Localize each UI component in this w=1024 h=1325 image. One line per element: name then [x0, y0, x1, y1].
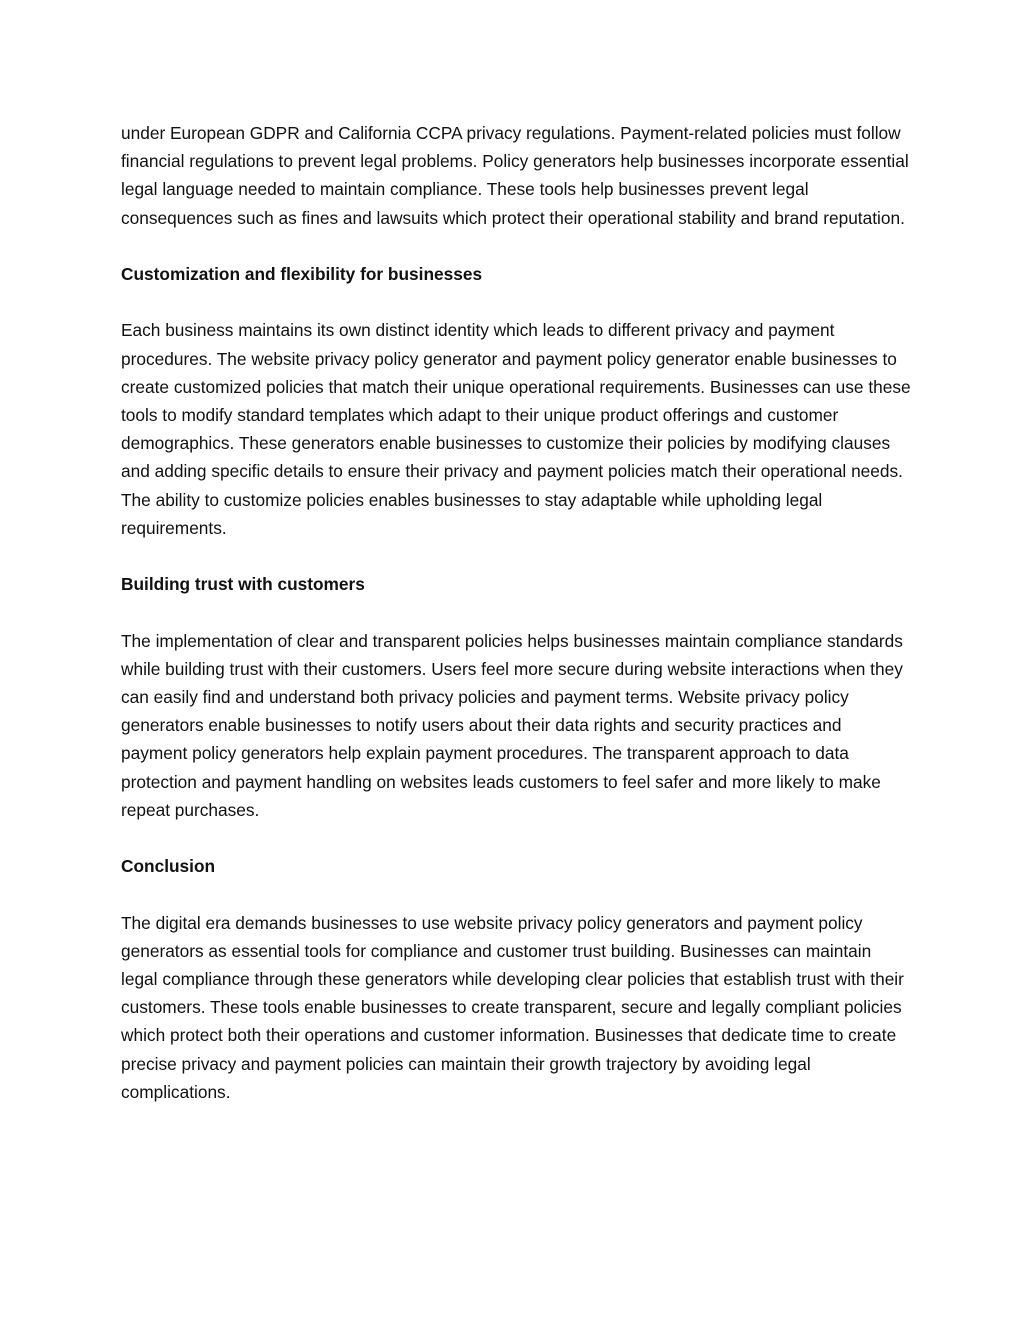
heading-customization: Customization and flexibility for businesses	[121, 264, 483, 284]
customization-paragraph: Each business maintains its own distinct identity which leads to different privacy and payment procedures. The website privacy policy generator and payment policy generator enable businesses to create customized policies that match their unique operational requirements. Businesses can use these tools to modify standard templates which adapt to their unique product offerings and customer demographics. These generators enable businesses to customize their policies by modifying clauses and adding specific details to ensure their privacy and payment policies match their operational needs. The ability to customize policies enables businesses to stay adaptable while upholding legal requirements.	[121, 320, 911, 538]
heading-building-trust: Building trust with customers	[121, 574, 365, 595]
document-body	[121, 119, 911, 1134]
trust-paragraph: The implementation of clear and transparent policies helps businesses maintain compliance standards while building trust with their customers. Users feel more secure during website interactions when they can easily find and understand both privacy policies and payment terms. Website privacy policy generators enable businesses to notify users about their data rights and security practices and payment policy generators help explain payment procedures. The transparent approach to data protection and payment handling on websites leads customers to feel safer and more likely to make repeat purchases.	[121, 630, 903, 820]
conclusion-paragraph: The digital era demands businesses to use website privacy policy generators and payment policy generators as essential tools for compliance and customer trust building. Businesses can maintain legal compliance through these generators while developing clear policies that establish trust with their customers. These tools enable businesses to create transparent, secure and legally compliant policies which protect both their operations and customer information. Businesses that dedicate time to create precise privacy and payment policies can maintain their growth trajectory by avoiding legal complications.	[121, 912, 904, 1102]
intro-paragraph: under European GDPR and California CCPA privacy regulations. Payment-related policies must follow financial regulations to prevent legal problems. Policy generators help businesses incorporate essential legal language needed to maintain compliance. These tools help businesses prevent legal consequences such as fines and lawsuits which protect their operational stability and brand reputation.	[121, 123, 909, 228]
heading-conclusion: Conclusion	[121, 856, 216, 877]
